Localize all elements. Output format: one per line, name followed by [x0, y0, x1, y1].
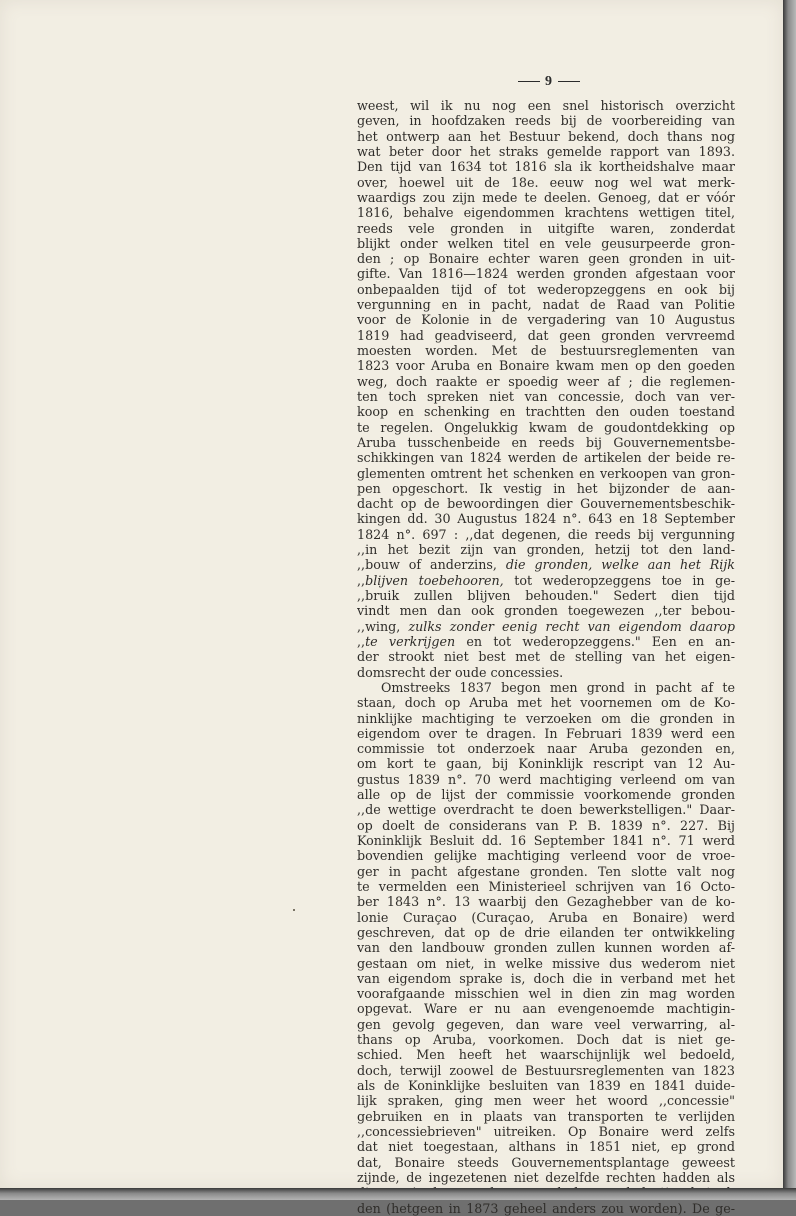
text-line-italic: zulks zonder eenig recht van eigendom daarop: [408, 618, 735, 634]
text-line-main: Omstreeks 1837 begon men grond in pacht af te: [381, 679, 735, 695]
text-line-main: Aruba tusschenbeide en reeds bij Gouvernementsbe-: [357, 434, 735, 450]
text-line: [357, 282, 735, 297]
text-line: [357, 741, 735, 756]
text-line: [357, 190, 735, 205]
text-line: [357, 1109, 735, 1124]
text-line: [357, 910, 735, 925]
text-line-main: van den landbouw gronden zullen kunnen worden af-: [357, 940, 735, 956]
text-line-main: vergunning en in pacht, nadat de Raad van Politie: [357, 297, 735, 313]
text-line-main: op doelt de considerans van P. B. 1839 n°. 227. Bij: [357, 817, 735, 833]
text-line-main: wat beter door het straks gemelde rapport van 1893.: [357, 143, 735, 159]
text-line-main: 1824 n°. 697 : ,,dat degenen, die reeds bij vergunning: [357, 526, 735, 542]
text-line: [357, 818, 735, 833]
text-line-main: reeds vele gronden in uitgifte waren, zonderdat: [357, 220, 735, 236]
scan-edge-right: [783, 0, 796, 1200]
text-line: [357, 1001, 735, 1016]
text-line: [357, 573, 735, 588]
text-line-main: schied. Men heeft het waarschijnlijk wel bedoeld,: [357, 1047, 735, 1063]
text-line: [357, 328, 735, 343]
text-line-main: ,,de wettige overdracht te doen bewerkstelligen." Daar-: [357, 802, 735, 818]
text-line: [357, 726, 735, 741]
text-line: [357, 1155, 735, 1170]
text-line-main: bovendien gelijke machtiging verleend voor de vroe-: [357, 848, 735, 864]
text-line-main: ber 1843 n°. 13 waarbij den Gezaghebber van de ko-: [357, 894, 735, 910]
text-line: [357, 466, 735, 481]
text-line-main: ,,: [357, 633, 366, 649]
text-line: [357, 297, 735, 312]
text-line-main: dacht op de bewoordingen dier Gouvernementsbeschik-: [357, 496, 735, 512]
text-line-main: doch, terwijl zoowel de Bestuursreglementen van 1823: [357, 1062, 735, 1078]
text-line-main: voor de Kolonie in de vergadering van 10 Augustus: [357, 312, 735, 328]
text-line-main: ,,in het bezit zijn van gronden, hetzij tot den land-: [357, 542, 735, 558]
text-line: [357, 833, 735, 848]
text-line: [357, 619, 735, 634]
text-line: [357, 1078, 735, 1093]
text-line: [357, 542, 735, 557]
text-line: [357, 711, 735, 726]
text-line: [357, 940, 735, 955]
text-line-main: om kort te gaan, bij Koninklijk rescript van 12 Au-: [357, 756, 735, 772]
text-line: [357, 98, 735, 113]
text-line: [357, 1093, 735, 1108]
text-line: [357, 266, 735, 281]
text-line: [357, 358, 735, 373]
text-line-main: eigendom over te dragen. In Februari 1839 werd een: [357, 725, 735, 741]
text-line: [357, 1063, 735, 1078]
text-line-main: te vermelden een Ministerieel schrijven van 16 Octo-: [357, 878, 735, 894]
text-line-main: 1823 voor Aruba en Bonaire kwam men op den goeden: [357, 358, 735, 374]
text-line: [357, 312, 735, 327]
text-line-main: geschreven, dat op de drie eilanden ter ontwikkeling: [357, 924, 735, 940]
text-line-main: gen gevolg gegeven, dan ware veel verwarring, al-: [357, 1016, 735, 1032]
text-line-main: 1819 had geadviseerd, dat geen gronden vervreemd: [357, 327, 735, 343]
text-line: [357, 971, 735, 986]
text-line: [357, 450, 735, 465]
text-line-main: het ontwerp aan het Bestuur bekend, doch thans nog: [357, 128, 735, 144]
text-line: [357, 665, 735, 680]
text-line-main: Koninklijk Besluit dd. 16 September 1841 n°. 71 werd: [357, 833, 735, 848]
text-line: [357, 221, 735, 236]
text-line: [357, 1017, 735, 1032]
text-line: [357, 527, 735, 542]
text-line: [357, 557, 735, 572]
text-line-main: waardigs zou zijn mede te deelen. Genoeg, dat er vóór: [357, 189, 735, 205]
text-line-main: gifte. Van 1816—1824 werden gronden afgestaan voor: [357, 266, 735, 282]
text-line: [357, 879, 735, 894]
text-line: [357, 1139, 735, 1154]
text-line-main: pen opgeschort. Ik vestig in het bijzonder de aan-: [357, 480, 735, 496]
text-line-main: gebruiken en in plaats van transporten te verlijden: [357, 1108, 735, 1124]
text-line-main: koop en schenking en trachtten den ouden toestand: [357, 404, 735, 420]
text-line: [357, 802, 735, 817]
page-number-dash-right: [558, 81, 580, 82]
text-line-main: geven, in hoofdzaken reeds bij de voorbereiding van: [357, 113, 735, 129]
text-line-tail: tot wederopzeggens toe in ge-: [503, 572, 735, 588]
text-line: [357, 649, 735, 664]
text-line-main: domsrecht der oude concessies.: [357, 664, 564, 680]
text-line: [357, 1170, 735, 1185]
text-line: [357, 864, 735, 879]
text-line-main: over, hoewel uit de 18e. eeuw nog wel wat merk-: [357, 174, 735, 190]
text-line: [357, 481, 735, 496]
body-text: [357, 98, 735, 1216]
text-line: [357, 588, 735, 603]
page-speck: [293, 909, 295, 911]
text-line: [357, 986, 735, 1001]
text-line: [357, 159, 735, 174]
text-line-main: Den tijd van 1634 tot 1816 sla ik kortheidshalve maar: [357, 159, 735, 175]
text-line: [357, 848, 735, 863]
text-line-main: dat niet toegestaan, althans in 1851 niet, ep grond: [357, 1139, 735, 1155]
text-line-main: lijk spraken, ging men weer het woord ,,concessie": [357, 1093, 735, 1109]
text-line: [357, 603, 735, 618]
text-line: [357, 634, 735, 649]
text-line-main: den (hetgeen in 1873 geheel anders zou worden). De ge-: [357, 1200, 735, 1216]
text-line-main: den ; op Bonaire echter waren geen gronden in uit-: [357, 251, 735, 267]
text-line: [357, 236, 735, 251]
text-line: [357, 1047, 735, 1062]
text-line-italic: blijven toebehooren,: [365, 572, 504, 588]
text-line-main: gestaan om niet, in welke missive dus wederom niet: [357, 955, 735, 971]
text-line-main: opgevat. Ware er nu aan evengenoemde machtigin-: [357, 1001, 735, 1017]
text-line-main: ,,bruik zullen blijven behouden." Sedert dien tijd: [357, 588, 735, 603]
text-line: [357, 343, 735, 358]
text-line: [357, 389, 735, 404]
text-line-main: staan, doch op Aruba met het voornemen om de Ko-: [357, 695, 735, 711]
text-line-main: ,,bouw of anderzins,: [357, 557, 506, 573]
text-line: [357, 374, 735, 389]
text-line: [357, 1032, 735, 1047]
text-line-main: glementen omtrent het schenken en verkoopen van gron-: [357, 465, 735, 481]
text-line-tail: en tot wederopzeggens." Een en an-: [455, 633, 735, 649]
text-line: [357, 129, 735, 144]
text-line: [357, 511, 735, 526]
text-line: [357, 956, 735, 971]
text-line-main: gustus 1839 n°. 70 werd machtiging verleend om van: [357, 771, 735, 787]
text-line-italic: te verkrijgen: [365, 633, 456, 649]
text-line: [357, 925, 735, 940]
text-line: [357, 420, 735, 435]
text-line-main: schikkingen van 1824 werden de artikelen der beide re-: [357, 450, 735, 466]
text-line-main: der strookt niet best met de stelling van het eigen-: [357, 649, 735, 665]
text-line: [357, 496, 735, 511]
text-line-italic: die gronden, welke aan het Rijk: [505, 557, 735, 573]
text-line-main: kingen dd. 30 Augustus 1824 n°. 643 en 18 September: [357, 511, 735, 527]
text-line: [357, 680, 735, 695]
text-line: [357, 894, 735, 909]
text-line-main: ten toch spreken niet van concessie, doch van ver-: [357, 388, 735, 404]
text-line-main: als de Koninklijke besluiten van 1839 en 1841 duide-: [357, 1078, 735, 1093]
text-line: [357, 1124, 735, 1139]
text-line-main: 1816, behalve eigendommen krachtens wettigen titel,: [357, 205, 735, 221]
text-line-main: dat, Bonaire steeds Gouvernementsplantage geweest: [357, 1154, 735, 1170]
text-line-main: moesten worden. Met de bestuursreglementen van: [357, 343, 735, 358]
text-line-main: te regelen. Ongelukkig kwam de goudontdekking op: [357, 419, 735, 435]
text-line: [357, 435, 735, 450]
text-line-main: weest, wil ik nu nog een snel historisch overzicht: [357, 98, 735, 113]
text-line-main: ,,: [357, 572, 366, 588]
text-line-main: weg, doch raakte er spoedig weer af ; die reglemen-: [357, 373, 735, 389]
text-line: [357, 695, 735, 710]
text-line: [357, 251, 735, 266]
text-line: [357, 205, 735, 220]
text-line-main: alle op de lijst der commissie voorkomende gronden: [357, 787, 735, 803]
text-line-main: ,,concessiebrieven" uitreiken. Op Bonaire werd zelfs: [357, 1123, 735, 1139]
text-line-main: ,,wing,: [357, 618, 409, 634]
page-number-dash-left: [518, 81, 540, 82]
text-line-main: van eigendom sprake is, doch die in verband met het: [357, 970, 735, 986]
text-line-main: thans op Aruba, voorkomen. Doch dat is niet ge-: [357, 1032, 735, 1048]
text-line: [357, 404, 735, 419]
text-line-main: voorafgaande misschien wel in dien zin mag worden: [357, 986, 735, 1002]
text-line-main: ger in pacht afgestane gronden. Ten slotte valt nog: [357, 863, 735, 879]
text-line: [357, 1201, 735, 1216]
text-line: [357, 175, 735, 190]
text-line: [357, 772, 735, 787]
text-line-main: ninklijke machtiging te verzoeken om die gronden in: [357, 710, 735, 726]
text-line-main: vindt men dan ook gronden toegewezen ,,ter bebou-: [357, 603, 735, 619]
text-line-main: blijkt onder welken titel en vele geusurpeerde gron-: [357, 235, 735, 251]
text-line: [357, 756, 735, 771]
text-line-main: zijnde, de ingezetenen niet dezelfde rechten hadden als: [357, 1169, 735, 1185]
text-line: [357, 113, 735, 128]
text-line-main: onbepaalden tijd of tot wederopzeggens en ook bij: [357, 281, 735, 297]
text-line-main: commissie tot onderzoek naar Aruba gezonden en,: [357, 741, 735, 757]
text-line-main: lonie Curaçao (Curaçao, Aruba en Bonaire) werd: [357, 909, 735, 925]
scan-edge-bottom: [0, 1188, 796, 1200]
page-number-value: 9: [545, 74, 553, 89]
page-number: [0, 74, 796, 90]
text-line: [357, 787, 735, 802]
text-line: [357, 144, 735, 159]
